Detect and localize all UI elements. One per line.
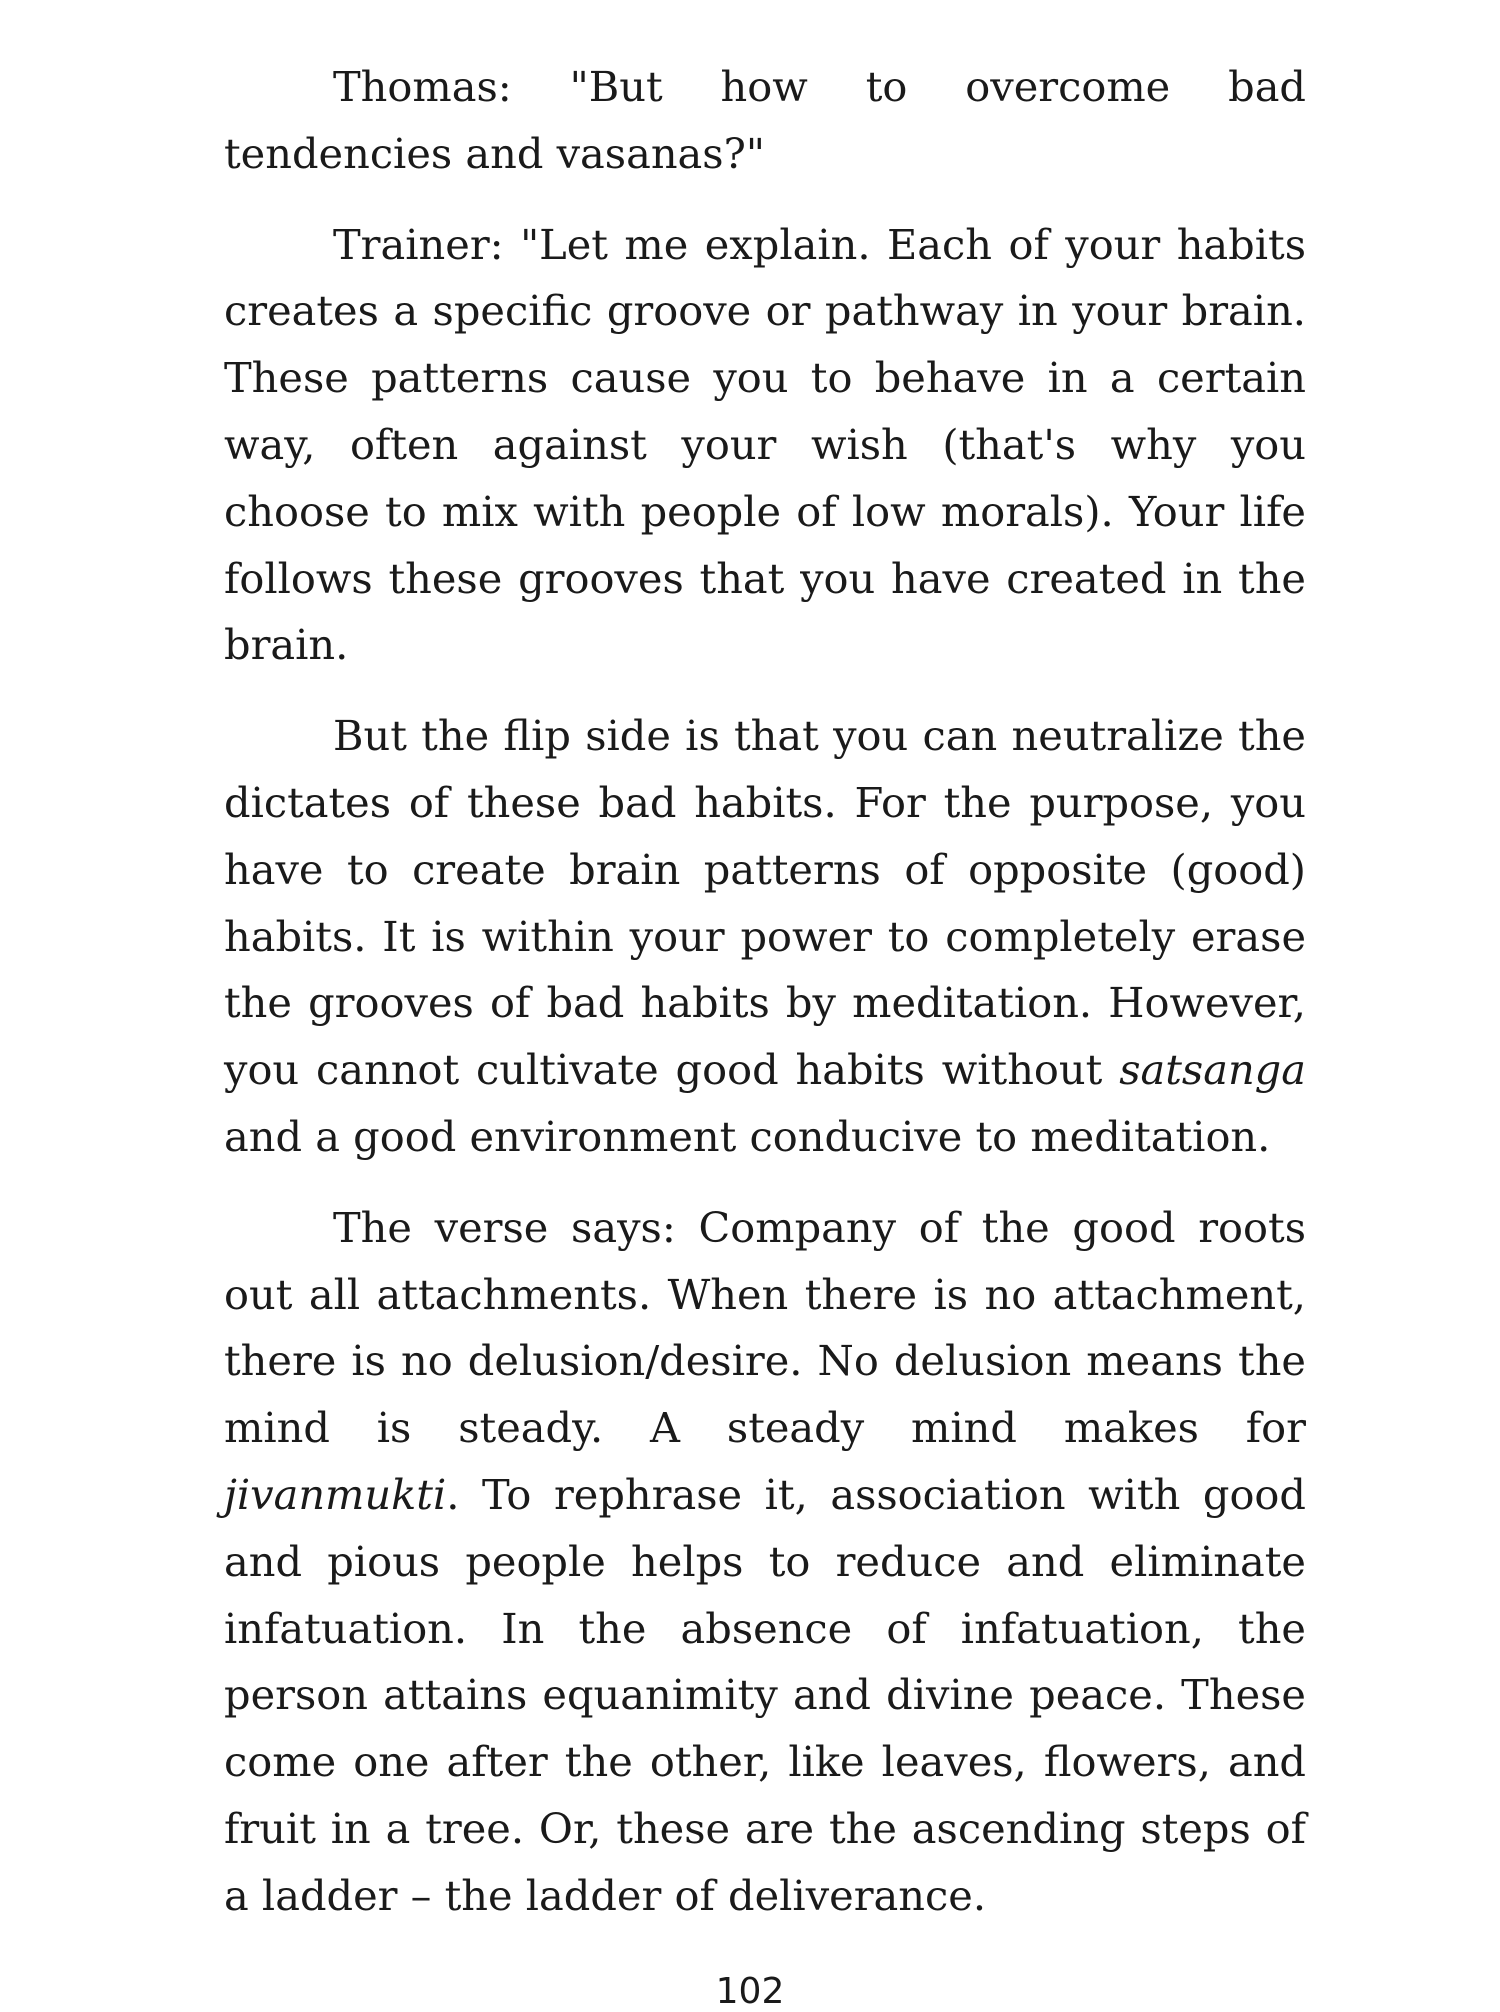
paragraph-flip-side-tail: and a good environment conducive to meditation.: [224, 1111, 1271, 1161]
paragraph-verse-tail: . To rephrase it, association with good and pious people helps to reduce and eliminate infatuation. In the absence of infatuation, the person attains equanimity and divine peace. These come one after the other, like leaves, flowers, and fruit in a tree. Or, these are the ascending steps of a ladder – the ladder of deliverance.: [224, 1469, 1306, 1920]
paragraph-thomas-question: Thomas: "But how to overcome bad tendencies and vasanas?": [224, 62, 1306, 178]
paragraph-flip-side-text: But the flip side is that you can neutralize the dictates of these bad habits. For the purpose, you have to create brain patterns of opposite (good) habits. It is within your power to completely erase the grooves of bad habits by meditation. However, you cannot cultivate good habits without: [224, 711, 1306, 1095]
page-number: 102: [715, 1971, 785, 2012]
page-body: [224, 54, 1306, 1930]
paragraph-verse-text: The verse says: Company of the good roots out all attachments. When there is no attachment, there is no delusion/desire. No delusion means the mind is steady. A steady mind makes for: [224, 1202, 1306, 1453]
paragraph-flip-side: [224, 703, 1306, 1171]
jivanmukti-term: jivanmukti: [224, 1469, 447, 1519]
paragraph-verse: [224, 1195, 1306, 1930]
paragraph-trainer-explanation: Trainer: "Let me explain. Each of your habits creates a specific groove or pathway in your brain. These patterns cause you to behave in a certain way, often against your wish (that's why you choose to mix with people of low morals). Your life follows these grooves that you have created in the brain.: [224, 219, 1306, 670]
satsanga-term: satsanga: [1119, 1045, 1306, 1095]
